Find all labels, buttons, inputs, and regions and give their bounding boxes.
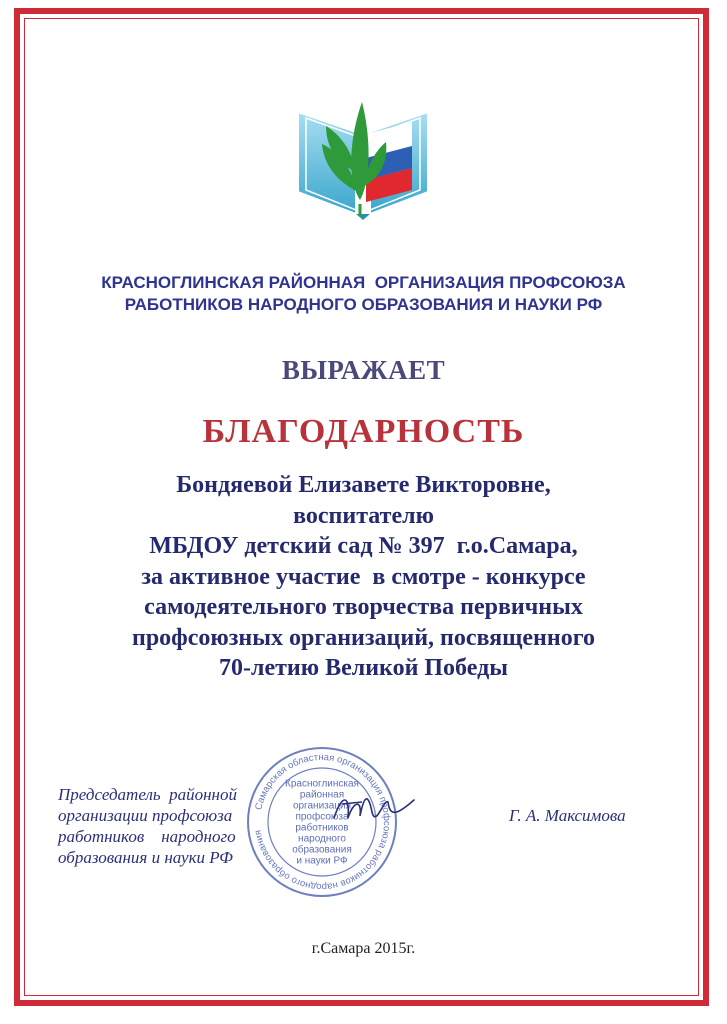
chairman-title	[58, 784, 237, 868]
expresses-heading: ВЫРАЖАЕТ	[281, 355, 446, 385]
award-line-4: за активное участие в смотре - конкурсе	[141, 563, 586, 590]
award-line-5: самодеятельного творчества первичных	[144, 594, 583, 620]
stamp-ring-text: Самарская областная организация профсоюза работников народного образования	[252, 751, 393, 893]
organization-name	[40, 272, 687, 316]
award-line-3: МБДОУ детский сад № 397 г.о.Самара,	[149, 533, 578, 559]
stamp-center-line: народного	[298, 833, 346, 845]
chairman-line-1: Председатель районной	[58, 785, 237, 804]
award-line-7: 70-летию Великой Победы	[219, 655, 508, 681]
organization-line-1: КРАСНОГЛИНСКАЯ РАЙОННАЯ ОРГАНИЗАЦИЯ ПРОФСОЮЗА	[101, 273, 626, 292]
chairman-line-2: организации профсоюза	[58, 806, 233, 825]
stamp-center-line: Красноглинская	[285, 778, 359, 790]
trade-union-emblem-icon	[288, 82, 438, 222]
award-text	[40, 470, 687, 684]
handwritten-signature	[328, 788, 418, 832]
stamp-center-line: образования	[292, 844, 352, 856]
signer-name: Г. А. Максимова	[509, 806, 626, 825]
stamp-center-line: работников	[295, 822, 349, 834]
award-line-2: воспитателю	[293, 502, 434, 529]
stamp-center-line: профсоюза	[295, 811, 349, 823]
gratitude-title: БЛАГОДАРНОСТЬ	[202, 413, 525, 450]
chairman-line-3: работников народного	[58, 827, 236, 846]
organization-line-2: РАБОТНИКОВ НАРОДНОГО ОБРАЗОВАНИЯ И НАУКИ РФ	[124, 295, 603, 314]
stamp-center-line: и науки РФ	[296, 855, 348, 867]
stamp-center-line: организация	[292, 800, 352, 812]
award-line-6: профсоюзных организаций, посвященного	[132, 624, 595, 651]
city-year: г.Самара 2015г.	[311, 940, 416, 957]
chairman-line-4: образования и науки РФ	[58, 848, 233, 867]
award-line-1: Бондяевой Елизавете Викторовне,	[176, 472, 551, 498]
stamp-center-line: районная	[299, 789, 345, 801]
